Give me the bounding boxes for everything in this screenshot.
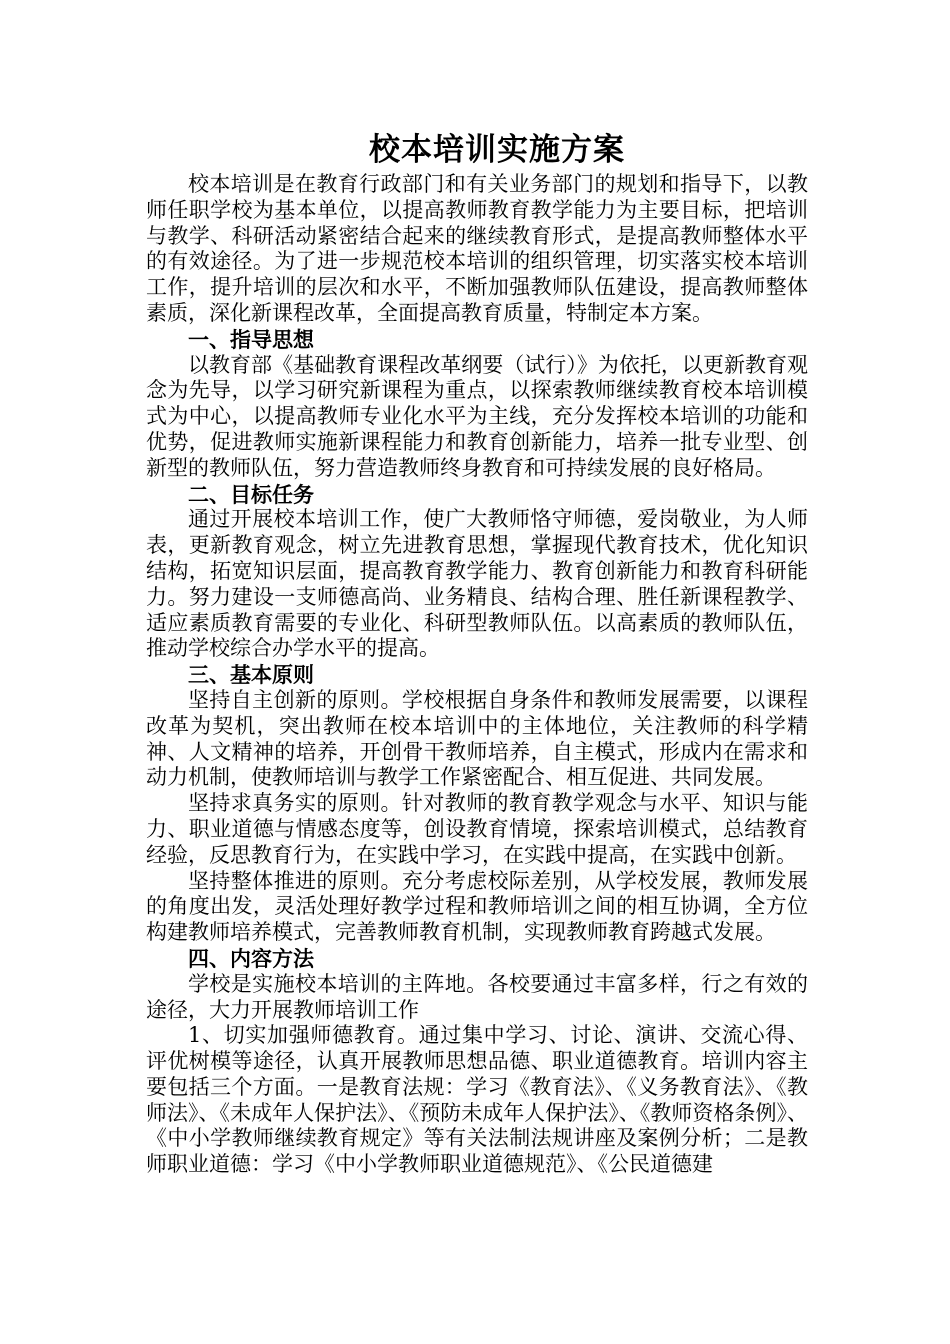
- section-heading-content-methods: 四、内容方法: [188, 945, 314, 971]
- document-page: [146, 128, 808, 1178]
- section-paragraph: 坚持求真务实的原则。针对教师的教育教学观念与水平、知识与能力、职业道德与情感态度等，创设教育情境，探索培训模式，总结教育经验，反思教育行为，在实践中学习，在实践中提高，在实践中创新。: [146, 791, 808, 867]
- section-paragraph: 以教育部《基础教育课程改革纲要（试行）》为依托，以更新教育观念为先导，以学习研究新课程为重点，以探索教师继续教育校本培训模式为中心，以提高教师专业化水平为主线，充分发挥校本培训的功能和优势，促进教师实施新课程能力和教育创新能力，培养一批专业型、创新型的教师队伍，努力营造教师终身教育和可持续发展的良好格局。: [146, 352, 808, 480]
- section-heading-guiding-ideology: 一、指导思想: [188, 326, 314, 352]
- section-paragraph: 坚持自主创新的原则。学校根据自身条件和教师发展需要，以课程改革为契机，突出教师在校本培训中的主体地位，关注教师的科学精神、人文精神的培养，开创骨干教师培养，自主模式，形成内在需求和动力机制，使教师培训与教学工作紧密配合、相互促进、共同发展。: [146, 687, 808, 790]
- intro-paragraph: 校本培训是在教育行政部门和有关业务部门的规划和指导下，以教师任职学校为基本单位，以提高教师教育教学能力为主要目标，把培训与教学、科研活动紧密结合起来的继续教育形式，是提高教师整体水平的有效途径。为了进一步规范校本培训的组织管理，切实落实校本培训工作，提升培训的层次和水平，不断加强教师队伍建设，提高教师整体素质，深化新课程改革，全面提高教育质量，特制定本方案。: [146, 172, 808, 325]
- document-title: 校本培训实施方案: [369, 132, 625, 168]
- section-paragraph: 通过开展校本培训工作，使广大教师恪守师德，爱岗敬业，为人师表，更新教育观念，树立先进教育思想，掌握现代教育技术，优化知识结构，拓宽知识层面，提高教育教学能力、教育创新能力和教育科研能力。努力建设一支师德高尚、业务精良、结构合理、胜任新课程教学、适应素质教育需要的专业化、科研型教师队伍。以高素质的教师队伍，推动学校综合办学水平的提高。: [146, 507, 808, 661]
- section-paragraph: 学校是实施校本培训的主阵地。各校要通过丰富多样，行之有效的途径，大力开展教师培训工作: [146, 971, 808, 1022]
- section-paragraph: 1、切实加强师德教育。通过集中学习、讨论、演讲、交流心得、评优树模等途径，认真开展教师思想品德、职业道德教育。培训内容主要包括三个方面。一是教育法规：学习《教育法》、《义务教育法》、《教师法》、《未成年人保护法》、《预防未成年人保护法》、《教师资格条例》、《中小学教师继续教育规定》等有关法制法规讲座及案例分析；二是教师职业道德：学习《中小学教师职业道德规范》、《公民道德建: [146, 1023, 808, 1177]
- section-heading-goals-tasks: 二、目标任务: [188, 481, 314, 507]
- section-paragraph: 坚持整体推进的原则。充分考虑校际差别，从学校发展，教师发展的角度出发，灵活处理好教学过程和教师培训之间的相互协调，全方位构建教师培养模式，完善教师教育机制，实现教师教育跨越式发展。: [146, 868, 808, 945]
- section-heading-basic-principles: 三、基本原则: [188, 662, 314, 688]
